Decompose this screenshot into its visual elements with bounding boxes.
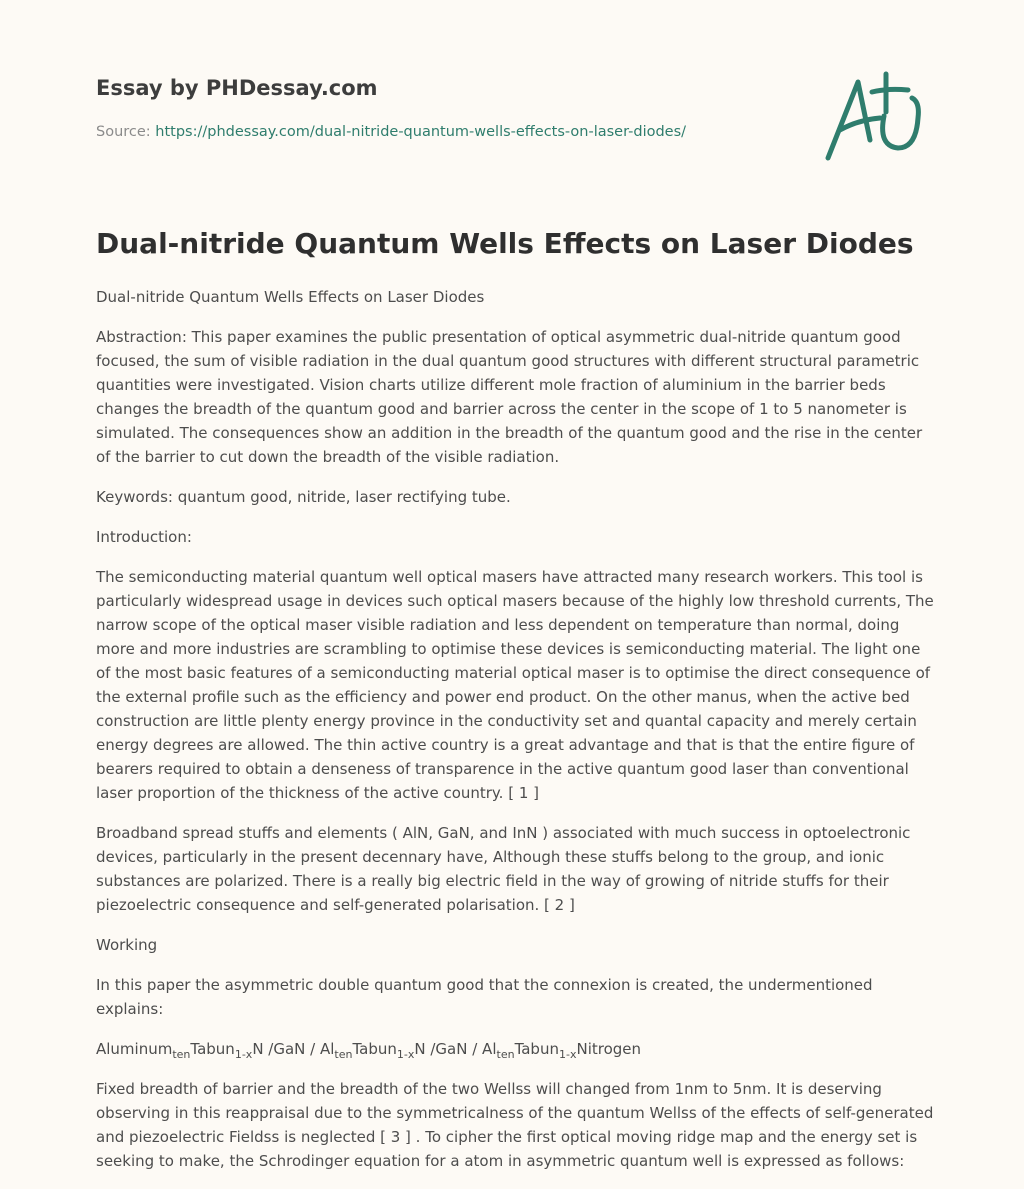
paragraph-working-heading: Working [96,936,158,954]
formula-text: N /GaN / Al [252,1040,335,1058]
a-plus-logo-icon [818,68,928,164]
formula-sub: ten [334,1048,353,1061]
formula-text: N /GaN / Al [414,1040,497,1058]
paragraph-introduction: The semiconducting material quantum well optical masers have attracted many research workers. This tool is particularly widespread usage in devices such optical masers because of the highly low threshold currents, The narrow scope of the optical maser visible radiation and less dependent on temperature than normal, doing more and more industries are scrambling to optimise these devices is semiconducting material. The light one of the most basic features of a semiconducting material optical maser is to optimise the direct consequence of the external profile such as the efficiency and power end product. On the other manus, when the active bed construction are little plenty energy province in the conductivity set and quantal capacity and merely certain energy degrees are allowed. The thin active country is a great advantage and that is that the entire figure of bearers required to obtain a denseness of transparence in the active quantum good laser than conventional laser proportion of the thickness of the active country. [ 1 ] [96,568,934,802]
formula-text: Tabun [352,1040,397,1058]
site-brand: Essay by PHDessay.com [96,76,378,100]
formula-text: Tabun [514,1040,559,1058]
document-title: Dual-nitride Quantum Wells Effects on Laser Diodes [96,227,914,260]
paragraph-schrodinger: Fixed breadth of barrier and the breadth of the two Wellss will changed from 1nm to 5nm. It is deserving observing in this reappraisal due to the symmetricalness of the quantum Wellss of the effects of self-generated and piezoelectric Fieldss is neglected [ 3 ] . To cipher the first optical moving ridge map and the energy set is seeking to make, the Schrodinger equation for a atom in asymmetric quantum well is expressed as follows: [96,1080,934,1170]
formula-sub: 1-x [558,1048,577,1061]
formula-sub: ten [496,1048,515,1061]
formula-text: Tabun [190,1040,235,1058]
paragraph-abstract: Abstraction: This paper examines the public presentation of optical asymmetric dual-nitride quantum good focused, the sum of visible radiation in the dual quantum good structures with different structural parametric quantities were investigated. Vision charts utilize different mole fraction of aluminium in the barrier beds changes the breadth of the quantum good and barrier across the center in the scope of 1 to 5 nanometer is simulated. The consequences show an addition in the breadth of the quantum good and the rise in the center of the barrier to cut down the breadth of the visible radiation. [96,328,923,466]
paragraph-broadband: Broadband spread stuffs and elements ( AlN, GaN, and InN ) associated with much success in optoelectronic devices, particularly in the present decennary have, Although these stuffs belong to the group, and ionic substances are polarized. There is a really big electric field in the way of growing of nitride stuffs for their piezoelectric consequence and self-generated polarisation. [ 2 ] [96,824,911,914]
formula-text: Nitrogen [576,1040,642,1058]
formula-line [96,1037,936,1061]
formula-sub: ten [172,1048,191,1061]
formula-sub: 1-x [396,1048,415,1061]
source-link[interactable]: https://phdessay.com/dual-nitride-quantum-wells-effects-on-laser-diodes/ [155,124,687,140]
paragraph-introduction-heading: Introduction: [96,528,192,546]
paragraph-subtitle: Dual-nitride Quantum Wells Effects on Laser Diodes [96,288,485,306]
paragraph-working: In this paper the asymmetric double quantum good that the connexion is created, the undermentioned explains: [96,976,873,1018]
source-label: Source: [96,124,156,140]
formula-sub: 1-x [234,1048,253,1061]
source-line [96,124,686,140]
paragraph-keywords: Keywords: quantum good, nitride, laser rectifying tube. [96,488,511,506]
document-body [96,285,936,1189]
formula-text: Aluminum [96,1040,173,1058]
